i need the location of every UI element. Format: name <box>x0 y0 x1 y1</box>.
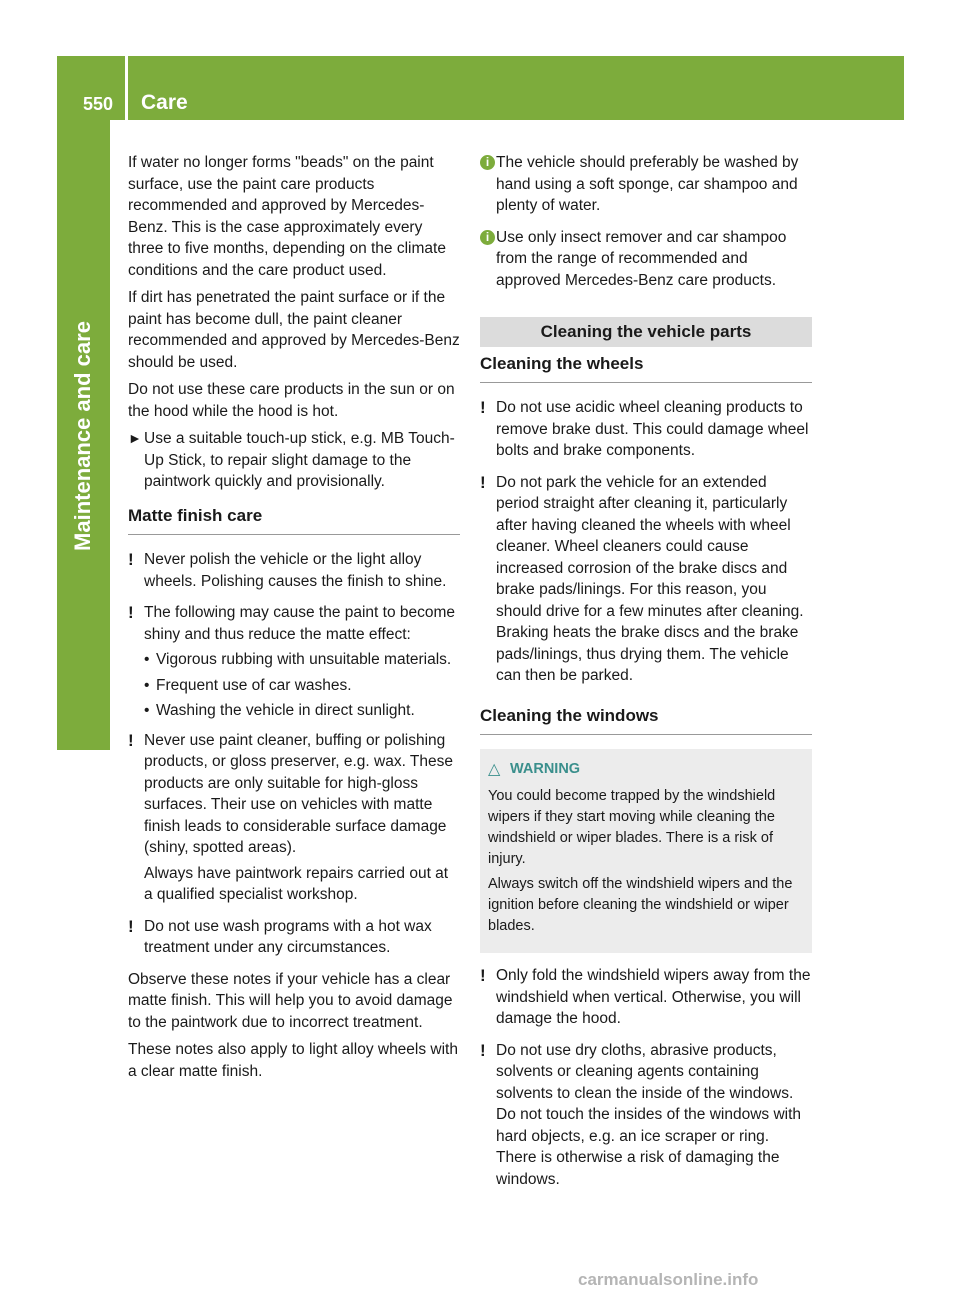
note-text: Never polish the vehicle or the light alloy wheels. Polishing causes the finish to shine. <box>144 551 447 590</box>
note-text: Do not park the vehicle for an extended period straight after cleaning it, particularly after having cleaned the wheels with wheel cleaner. Wheel cleaners could cause increased corrosion of the brake discs and brake pads/linings. For this reason, you should drive for a few minutes after cleaning. Braking heats the brake discs and the brake pads/linings, thus drying them. The vehicle can then be parked. <box>496 473 804 684</box>
caution-note <box>128 602 460 645</box>
bullet-icon: • <box>144 651 150 668</box>
caution-note <box>128 730 460 859</box>
section-heading-windows: Cleaning the windows <box>480 705 812 736</box>
exclamation-icon: ! <box>128 916 134 936</box>
info-icon: i <box>480 155 495 170</box>
exclamation-icon: ! <box>480 398 486 417</box>
action-text: Use a suitable touch-up stick, e.g. MB Touch-Up Stick, to repair slight damage to the paintwork quickly and provisionally. <box>144 430 455 490</box>
warning-label: WARNING <box>510 761 581 777</box>
paragraph: Do not use these care products in the sun or on the hood while the hood is hot. <box>128 381 455 420</box>
info-note <box>480 227 812 292</box>
footer-watermark: carmanualsonline.info <box>578 1270 759 1289</box>
warning-text: Always switch off the windshield wipers and the ignition before cleaning the windshield or wiper blades. <box>488 876 793 934</box>
action-arrow-icon: ► <box>128 430 142 446</box>
caution-note <box>480 397 812 462</box>
paragraph: If dirt has penetrated the paint surface or if the paint has become dull, the paint cleaner recommended and approved by Mercedes-Benz should be used. <box>128 289 460 371</box>
note-continuation: Always have paintwork repairs carried out at a qualified specialist workshop. <box>144 864 449 903</box>
paragraph: These notes also apply to light alloy wheels with a clear matte finish. <box>128 1041 458 1080</box>
note-text: Only fold the windshield wipers away from the windshield when vertical. Otherwise, you will damage the hood. <box>496 967 811 1027</box>
bullet-icon: • <box>144 676 150 694</box>
paragraph: Observe these notes if your vehicle has a clear matte finish. This will help you to avoid damage to the paintwork due to incorrect treatment. <box>128 970 453 1031</box>
caution-note <box>128 549 460 592</box>
note-text: Never use paint cleaner, buffing or polishing products, or gloss preserver, e.g. wax. These products are only suitable for high-gloss surfaces. Their use on vehicles with matte finish leads to considerable surface damage (shiny, spotted areas). <box>144 731 454 856</box>
note-text: Use only insect remover and car shampoo from the range of recommended and approved Mercedes-Benz care products. <box>496 228 787 289</box>
paragraph: If water no longer forms "beads" on the paint surface, use the paint care products recommended and approved by Mercedes-Benz. This is the case approximately every three to five months, depending on the climate conditions and the care product used. <box>128 154 446 279</box>
list-item <box>128 675 460 697</box>
list-item <box>128 649 460 671</box>
note-text: Do not use acidic wheel cleaning products to remove brake dust. This could damage wheel bolts and brake components. <box>496 399 809 459</box>
caution-note <box>480 965 812 1030</box>
section-heading-matte: Matte finish care <box>128 505 460 536</box>
list-item-text: Frequent use of car washes. <box>156 676 352 694</box>
section-side-title: Maintenance and care <box>70 321 95 551</box>
note-text: Do not use wash programs with a hot wax treatment under any circumstances. <box>144 917 432 956</box>
warning-heading <box>488 759 804 780</box>
thumb-tab-marker <box>57 688 110 750</box>
list-item-text: Washing the vehicle in direct sunlight. <box>156 702 415 719</box>
caution-note <box>128 916 460 959</box>
left-column <box>128 152 460 1088</box>
exclamation-icon: ! <box>480 966 486 985</box>
exclamation-icon: ! <box>480 472 486 492</box>
section-band: Cleaning the vehicle parts <box>480 317 812 347</box>
header-divider <box>125 56 128 120</box>
warning-triangle-icon: △ <box>488 761 501 778</box>
exclamation-icon: ! <box>480 1040 486 1060</box>
caution-note <box>480 1040 812 1191</box>
page-title: Care <box>141 91 188 114</box>
list-item-text: Vigorous rubbing with unsuitable materials. <box>156 651 452 668</box>
exclamation-icon: ! <box>128 730 134 750</box>
info-icon: i <box>480 230 495 245</box>
note-text: The following may cause the paint to become shiny and thus reduce the matte effect: <box>144 604 456 643</box>
section-heading-wheels: Cleaning the wheels <box>480 353 812 384</box>
warning-box <box>480 749 812 953</box>
exclamation-icon: ! <box>128 550 134 569</box>
note-text: The vehicle should preferably be washed by hand using a soft sponge, car shampoo and plenty of water. <box>496 154 799 214</box>
bullet-icon: • <box>144 702 150 719</box>
right-column <box>480 152 812 1200</box>
caution-note <box>480 472 812 687</box>
note-text: Do not use dry cloths, abrasive products, solvents or cleaning agents containing solvents to clean the inside of the windows. Do not touch the insides of the windows with hard objects, e.g. an ice scraper or ring. There is otherwise a risk of damaging the windows. <box>496 1041 802 1188</box>
action-step <box>128 428 460 493</box>
info-note <box>480 152 812 217</box>
warning-text: You could become trapped by the windshield wipers if they start moving while cleaning the windshield or wiper blades. There is a risk of injury. <box>488 788 776 867</box>
page-number: 550 <box>83 94 114 114</box>
list-item <box>128 700 460 722</box>
exclamation-icon: ! <box>128 603 134 622</box>
